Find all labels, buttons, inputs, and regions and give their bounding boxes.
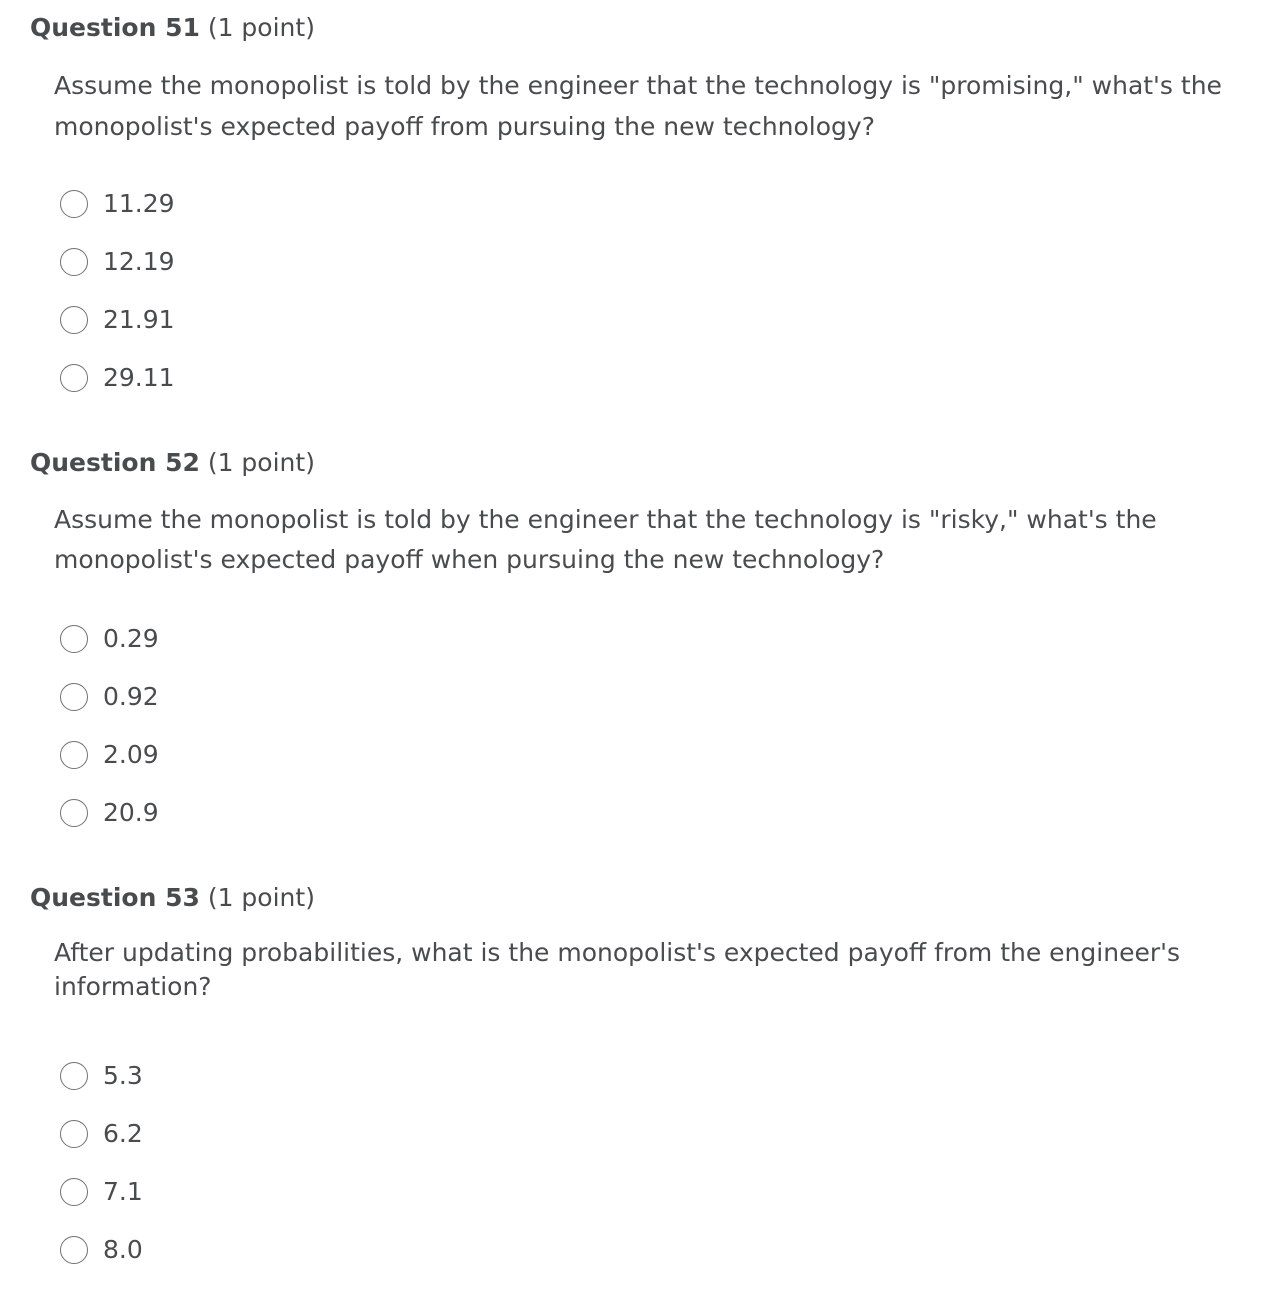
question-number: Question 51 — [30, 13, 200, 42]
answer-option-label: 0.92 — [103, 682, 159, 711]
radio-button[interactable] — [60, 1178, 88, 1206]
radio-button[interactable] — [60, 364, 88, 392]
question-text-line: monopolist's expected payoff when pursuing the new technology? — [54, 545, 885, 574]
question-number: Question 52 — [30, 448, 200, 477]
answer-option-label: 12.19 — [103, 247, 175, 276]
question-title — [30, 448, 315, 478]
question-points: (1 point) — [207, 13, 315, 42]
answer-option[interactable] — [60, 303, 175, 337]
answer-option[interactable] — [60, 187, 175, 221]
answer-option-label: 8.0 — [103, 1235, 143, 1264]
question-number: Question 53 — [30, 883, 200, 912]
question-text-line: After updating probabilities, what is the monopolist's expected payoff from the engineer's — [54, 938, 1181, 967]
question-title — [30, 13, 315, 43]
radio-button[interactable] — [60, 306, 88, 334]
answer-option-label: 20.9 — [103, 798, 159, 827]
answer-option[interactable] — [60, 361, 175, 395]
answer-option-label: 2.09 — [103, 740, 159, 769]
answer-option[interactable] — [60, 738, 159, 772]
radio-button[interactable] — [60, 248, 88, 276]
question-text-line: Assume the monopolist is told by the engineer that the technology is "promising," what's the — [54, 71, 1222, 100]
radio-button[interactable] — [60, 1120, 88, 1148]
question-points: (1 point) — [207, 448, 315, 477]
answer-option-label: 7.1 — [103, 1177, 143, 1206]
answer-option[interactable] — [60, 1233, 143, 1267]
radio-button[interactable] — [60, 799, 88, 827]
radio-button[interactable] — [60, 1236, 88, 1264]
answer-option[interactable] — [60, 245, 175, 279]
answer-option-label: 0.29 — [103, 624, 159, 653]
answer-option[interactable] — [60, 622, 159, 656]
question-text-line: Assume the monopolist is told by the engineer that the technology is "risky," what's the — [54, 505, 1157, 534]
question-text-line: information? — [54, 972, 212, 1001]
radio-button[interactable] — [60, 625, 88, 653]
answer-option[interactable] — [60, 1117, 143, 1151]
answer-option[interactable] — [60, 680, 159, 714]
question-text — [54, 65, 1234, 147]
question-text-line: monopolist's expected payoff from pursuing the new technology? — [54, 112, 875, 141]
answer-option[interactable] — [60, 1175, 143, 1209]
question-points: (1 point) — [207, 883, 315, 912]
question-title — [30, 883, 315, 913]
answer-option[interactable] — [60, 796, 159, 830]
answer-option-label: 6.2 — [103, 1119, 143, 1148]
answer-option-label: 5.3 — [103, 1061, 143, 1090]
answer-option[interactable] — [60, 1059, 143, 1093]
question-text — [54, 936, 1234, 1004]
radio-button[interactable] — [60, 683, 88, 711]
radio-button[interactable] — [60, 741, 88, 769]
question-text — [54, 500, 1234, 580]
answer-option-label: 21.91 — [103, 305, 175, 334]
answer-option-label: 11.29 — [103, 189, 175, 218]
answer-option-label: 29.11 — [103, 363, 175, 392]
radio-button[interactable] — [60, 190, 88, 218]
radio-button[interactable] — [60, 1062, 88, 1090]
